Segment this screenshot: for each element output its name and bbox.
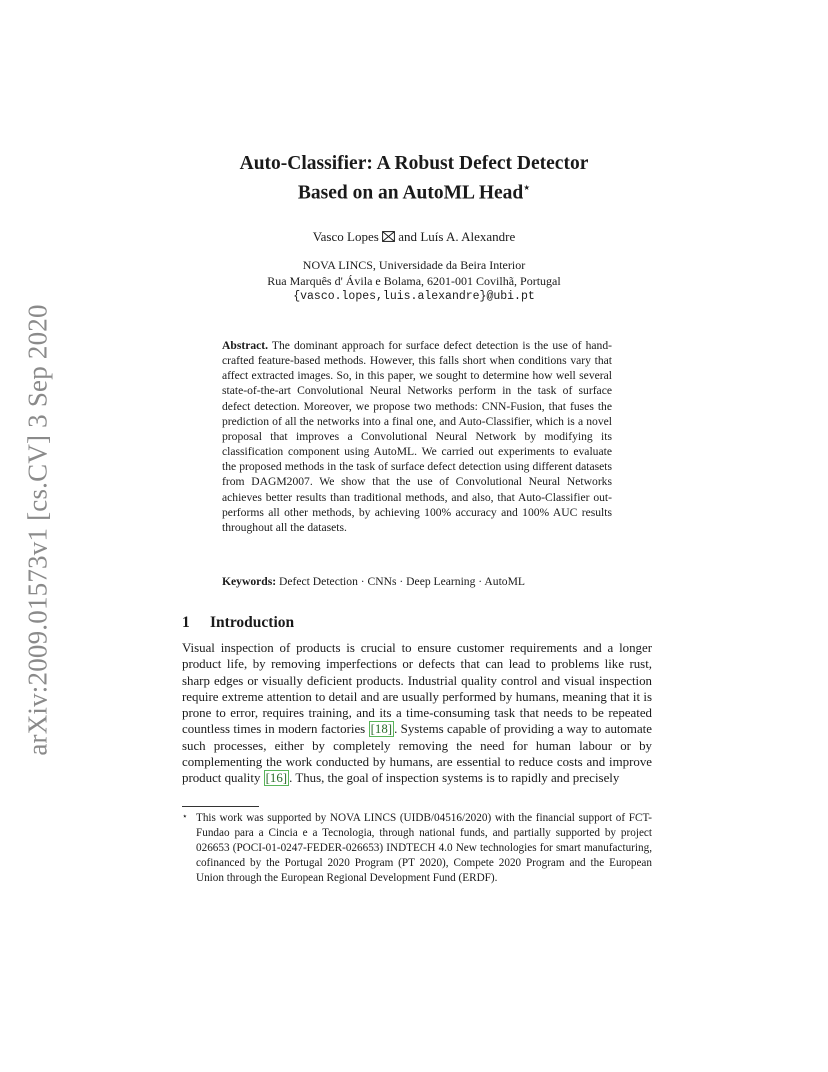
envelope-icon[interactable] bbox=[382, 229, 395, 245]
affiliation-line-1: NOVA LINCS, Universidade da Beira Interior bbox=[302, 258, 526, 272]
title-line-2-text: Based on an AutoML Head bbox=[297, 182, 524, 204]
introduction-paragraph bbox=[182, 640, 652, 787]
keywords-label: Keywords: bbox=[222, 575, 277, 588]
abstract bbox=[222, 338, 612, 535]
affiliation-line-2: Rua Marquês d' Ávila e Bolama, 6201-001 Covilhã, Portugal bbox=[267, 273, 561, 288]
intro-text-2: . Systems capable of providing a way to automate such processes, either by completely removing the need for human labour or by complementing the work conducted by humans, are essential to reduce costs and improve product quality bbox=[182, 722, 652, 786]
paper-title bbox=[150, 152, 678, 206]
section-number: 1 bbox=[182, 614, 190, 631]
keywords-text: Defect Detection · CNNs · Deep Learning · AutoML bbox=[279, 575, 525, 588]
author-list bbox=[150, 229, 678, 245]
footnote bbox=[182, 811, 652, 886]
author-name: Vasco Lopes bbox=[312, 229, 379, 244]
affiliation bbox=[150, 258, 678, 305]
footnote-rule bbox=[182, 806, 259, 807]
footnote-text: This work was supported by NOVA LINCS (UIDB/04516/2020) with the financial support of FCT-Fundao para a Cincia e a Tecnologia, through national funds, and partially supported by project 026653 (POCI-01-0247-FEDER-026653) INDTECH 4.0 New technologies for smart manufacturing, cofinanced by the Portugal 2020 Program (PT 2020), Compete 2020 Program and the European Union through the European Regional Development Fund (ERDF). bbox=[196, 812, 652, 884]
arxiv-stamp-text: arXiv:2009.01573v1 [cs.CV] 3 Sep 2020 bbox=[22, 304, 53, 756]
footnote-mark: ⋆ bbox=[182, 811, 188, 821]
affiliation-email[interactable]: {vasco.lopes,luis.alexandre}@ubi.pt bbox=[293, 290, 535, 303]
title-footnote-mark[interactable]: ⋆ bbox=[523, 182, 531, 194]
section-heading bbox=[182, 614, 294, 632]
title-line-2 bbox=[150, 176, 678, 206]
author-connector: and bbox=[398, 229, 418, 244]
intro-text-3: . Thus, the goal of inspection systems is to rapidly and precisely bbox=[289, 771, 620, 786]
citation-link[interactable]: [18] bbox=[370, 722, 393, 737]
keywords bbox=[222, 575, 612, 588]
section-title: Introduction bbox=[210, 614, 295, 631]
author-name: Luís A. Alexandre bbox=[420, 229, 516, 244]
citation-link[interactable]: [16] bbox=[265, 771, 288, 786]
abstract-label: Abstract. bbox=[222, 339, 269, 352]
intro-text-1: Visual inspection of products is crucial to ensure customer requirements and a longer product life, by removing imperfections or defects that can lead to problems like rust, sharp edges or visually deficient products. Industrial quality control and visual inspection require extreme attention to detail and are usually performed by humans, meaning that it is prone to error, requires training, and its a time-consuming task that needs to be repeated countless times in modern factories bbox=[182, 641, 652, 737]
title-line-1: Auto-Classifier: A Robust Defect Detector bbox=[239, 153, 589, 174]
abstract-text: The dominant approach for surface defect detection is the use of hand-crafted feature-based methods. However, this falls short when conditions vary that affect extracted images. So, in this paper, we sought to determine how well several state-of-the-art Convolutional Neural Networks perform in the task of surface defect detection. Moreover, we propose two methods: CNN-Fusion, that fuses the prediction of all the networks into a final one, and Auto-Classifier, which is a novel proposal that improves a Convolutional Neural Network by modifying its classification component using AutoML. We carried out experiments to evaluate the proposed methods in the task of surface defect detection using different datasets from DAGM2007. We show that the use of Convolutional Neural Networks achieves better results than traditional methods, and also, that Auto-Classifier out-performs all other methods, by achieving 100% accuracy and 100% AUC results throughout all the datasets. bbox=[222, 339, 612, 534]
